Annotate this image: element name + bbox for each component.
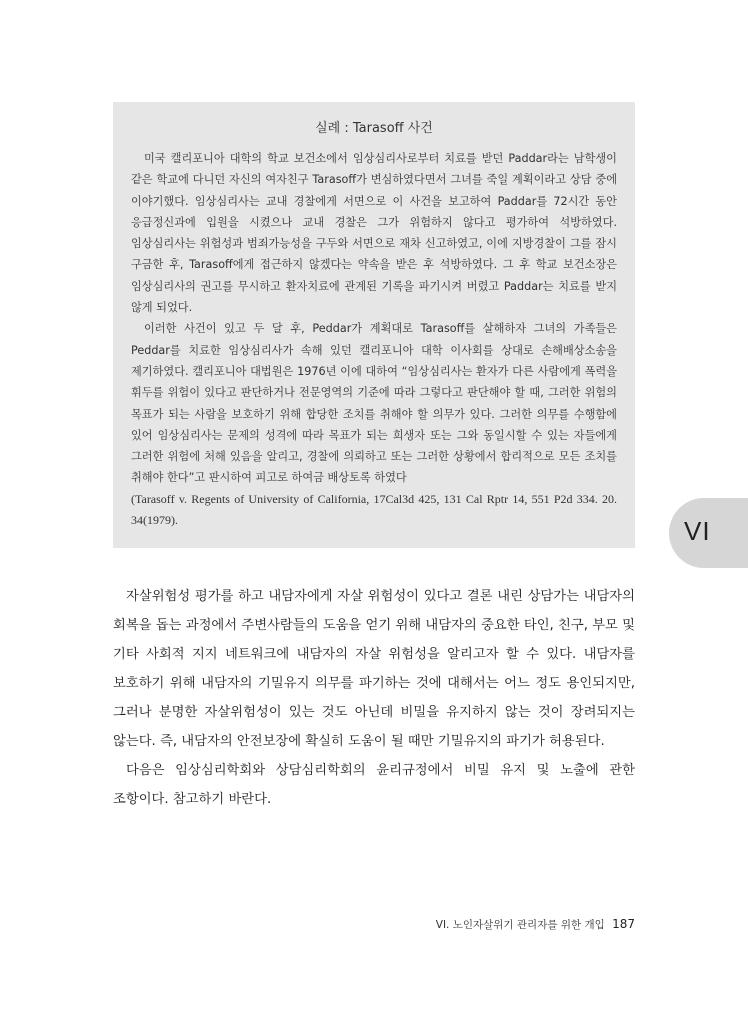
case-title: 실례 : Tarasoff 사건 (315, 121, 433, 136)
running-title: VI. 노인자살위기 관리자를 위한 개입 (435, 919, 605, 931)
body-text (113, 582, 635, 814)
page-footer (400, 915, 635, 934)
chapter-tab-label: VI (684, 516, 711, 546)
case-citation: (Tarasoff v. Regents of University of California, 17Cal3d 425, 131 Cal Rptr 14, 551 P2d 334. 20. 34(1979). (131, 491, 617, 528)
body-paragraph-2: 다음은 임상심리학회와 상담심리학회의 윤리규정에서 비밀 유지 및 노출에 관한 조항이다. 참고하기 바란다. (113, 763, 635, 807)
body-paragraph-1: 자살위험성 평가를 하고 내담자에게 자살 위험성이 있다고 결론 내린 상담가는 내담자의 회복을 돕는 과정에서 주변사람들의 도움을 얻기 위해 내담자의 중요한 타인, 친구, 부모 및 기타 사회적 지지 네트워크에 내담자의 자살 위험성을 알리고자 할 수 있다. 내담자를 보호하기 위해 내담자의 기밀유지 의무를 파기하는 것에 대해서는 어느 정도 용인되지만, 그러나 분명한 자살위험성이 있는 것도 아닌데 비밀을 유지하지 않는 것이 장려되지는 않는다. 즉, 내담자의 안전보장에 확실히 도움이 될 때만 기밀유지의 파기가 허용된다. (113, 589, 635, 749)
case-example-box (113, 102, 635, 548)
case-paragraph-2: 이러한 사건이 있고 두 달 후, Peddar가 계획대로 Tarasoff를 살해하자 그녀의 가족들은 Peddar를 치료한 임상심리사가 속해 있던 캘리포니아 대학 이사회를 상대로 손해배상소송을 제기하였다. 캘리포니아 대법원은 1976년 이에 대하여 “임상심리사는 환자가 다른 사람에게 폭력을 휘두를 위험이 있다고 판단하거나 전문영역의 기준에 따라 그렇다고 판단해야 할 때, 그러한 위험의 목표가 되는 사람을 보호하기 위해 합당한 조치를 취해야 할 의무가 있다. 그러한 의무를 수행함에 있어 임상심리사는 문제의 성격에 따라 목표가 되는 희생자 또는 그와 동일시할 수 있는 자들에게 그러한 위험에 처해 있음을 알리고, 경찰에 의뢰하고 또는 그러한 상황에서 합리적으로 모든 조치를 취해야 한다”고 판시하여 피고로 하여금 배상토록 하였다 (131, 322, 617, 485)
page-number: 187 (612, 917, 635, 931)
case-paragraph-1: 미국 캘리포니아 대학의 학교 보건소에서 임상심리사로부터 치료를 받던 Paddar라는 남학생이 같은 학교에 다니던 자신의 여자친구 Tarasoff가 변심하였다면서 그녀를 죽일 계획이라고 상담 중에 이야기했다. 임상심리사는 교내 경찰에게 서면으로 이 사건을 보고하여 Paddar를 72시간 동안 응급정신과에 입원을 시켰으나 교내 경찰은 그가 위험하지 않다고 평가하여 석방하였다. 임상심리사는 위험성과 범죄가능성을 구두와 서면으로 재차 신고하였고, 이에 지방경찰이 그를 잠시 구금한 후, Tarasoff에게 접근하지 않겠다는 약속을 받은 후 석방하였다. 그 후 학교 보건소장은 임상심리사의 권고를 무시하고 환자치료에 관계된 기록을 파기시켜 버렸고 Paddar는 치료를 받지 않게 되었다. (131, 152, 617, 315)
